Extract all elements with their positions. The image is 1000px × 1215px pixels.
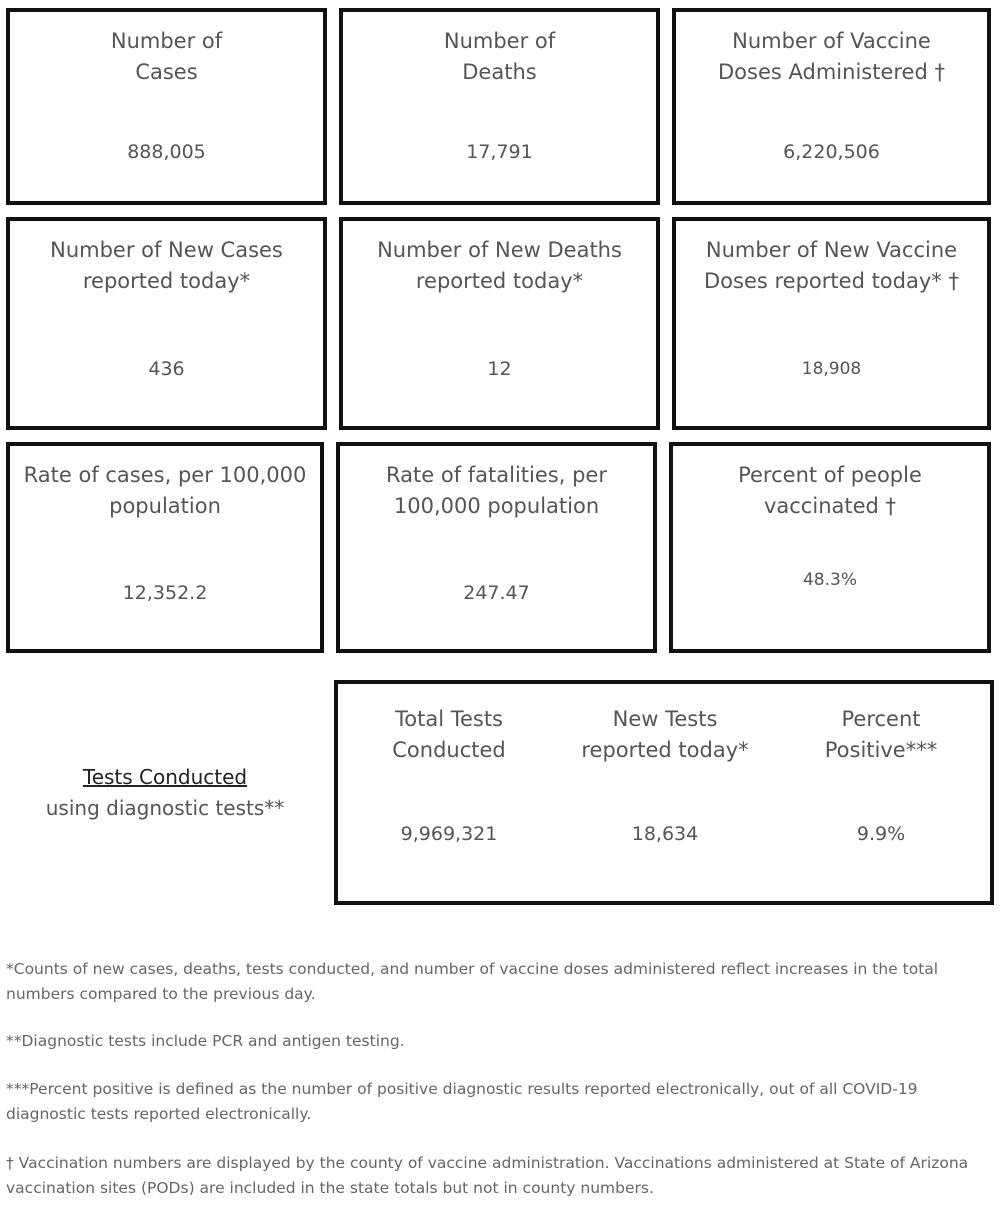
tests-heading: Tests Conducted [82, 765, 248, 789]
total-tests-column [344, 684, 554, 846]
new-vaccine-doses-value: 18,908 [801, 359, 862, 379]
fatality-rate-card [336, 442, 657, 653]
percent-vaccinated-label: Percent of people vaccinated † [738, 463, 922, 518]
case-rate-value: 12,352.2 [122, 582, 208, 604]
tests-heading-block [10, 762, 320, 824]
new-vaccine-doses-card [672, 217, 991, 430]
case-rate-card [6, 442, 324, 653]
footnote-new-counts: *Counts of new cases, deaths, tests conducted, and number of vaccine doses administered reflect increases in the total numbers compared to the previous day. [6, 960, 939, 1003]
footnote-vaccination: † Vaccination numbers are displayed by the county of vaccine administration. Vaccinations administered at State of Arizona vaccination sites (PODs) are included in the state totals but not in county numbers. [6, 1154, 969, 1197]
vaccine-doses-value: 6,220,506 [783, 141, 880, 163]
tests-card [334, 680, 994, 905]
new-deaths-value: 12 [487, 358, 512, 380]
footnote-percent-positive: ***Percent positive is defined as the number of positive diagnostic results reported electronically, out of all COVID-19 diagnostic tests reported electronically. [6, 1080, 918, 1123]
cases-label: Number of Cases [110, 29, 223, 84]
fatality-rate-value: 247.47 [463, 582, 530, 604]
vaccine-doses-label: Number of Vaccine Doses Administered † [718, 29, 945, 84]
percent-positive-value: 9.9% [856, 823, 906, 845]
fatality-rate-label: Rate of fatalities, per 100,000 population [386, 463, 607, 518]
percent-positive-column [776, 684, 986, 846]
new-deaths-label: Number of New Deaths reported today* [377, 238, 622, 293]
new-tests-label: New Tests reported today* [581, 707, 749, 762]
footnote-diagnostic: **Diagnostic tests include PCR and antigen testing. [6, 1032, 405, 1050]
tests-subheading: using diagnostic tests** [45, 796, 285, 820]
new-vaccine-doses-label: Number of New Vaccine Doses reported today* † [704, 238, 959, 293]
cases-value: 888,005 [127, 141, 206, 163]
cases-card [6, 8, 327, 205]
percent-vaccinated-value: 48.3% [802, 570, 857, 590]
new-tests-column [560, 684, 770, 846]
percent-vaccinated-card [669, 442, 991, 653]
total-tests-value: 9,969,321 [400, 823, 498, 845]
deaths-card [339, 8, 660, 205]
deaths-label: Number of Deaths [443, 29, 556, 84]
new-deaths-card [339, 217, 660, 430]
percent-positive-label: Percent Positive*** [824, 707, 938, 762]
new-tests-value: 18,634 [631, 823, 699, 845]
deaths-value: 17,791 [466, 141, 533, 163]
total-tests-label: Total Tests Conducted [392, 707, 506, 762]
vaccine-doses-card [672, 8, 991, 205]
case-rate-label: Rate of cases, per 100,000 population [23, 463, 307, 518]
new-cases-label: Number of New Cases reported today* [50, 238, 283, 293]
new-cases-value: 436 [148, 358, 185, 380]
new-cases-card [6, 217, 327, 430]
